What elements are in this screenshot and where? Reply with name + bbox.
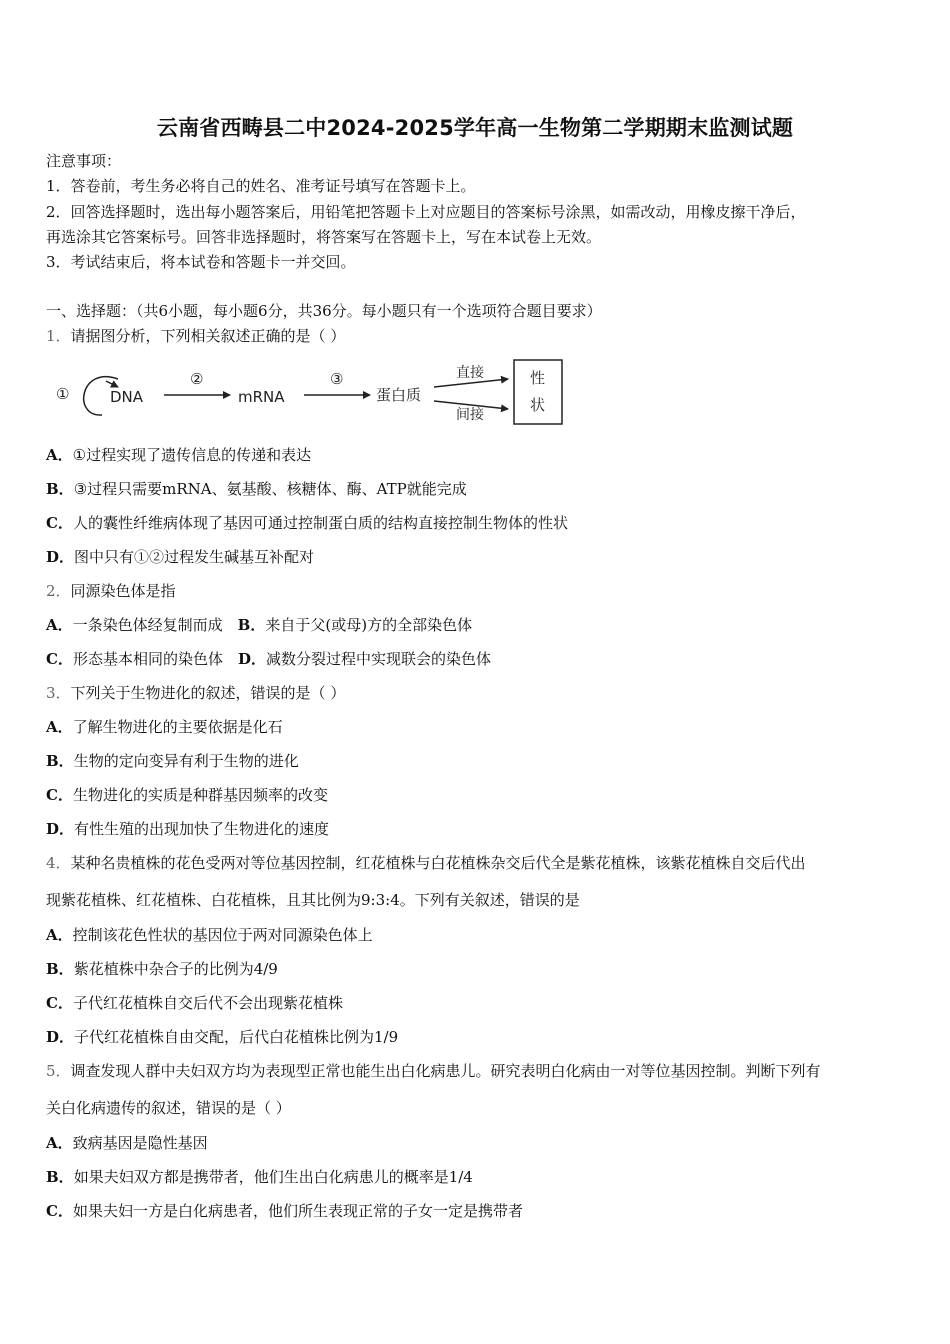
option-row	[46, 649, 491, 669]
option-letter: C．	[46, 514, 73, 532]
option-letter: D．	[46, 820, 75, 838]
option-letter: C．	[46, 786, 73, 804]
option-letter: A．	[46, 1134, 73, 1152]
option	[46, 1027, 398, 1047]
option-letter: B．	[46, 480, 74, 498]
question-number: 2．	[46, 582, 71, 600]
option-letter: A．	[46, 718, 73, 736]
central-dogma-diagram	[52, 357, 582, 429]
option-text: ③过程只需要mRNA、氨基酸、核糖体、酶、ATP就能完成	[73, 480, 467, 498]
question-number: 1．	[46, 327, 71, 345]
option	[46, 717, 283, 737]
option-letter: B．	[46, 960, 74, 978]
option-text: 一条染色体经复制而成	[72, 616, 223, 634]
question-text: 下列关于生物进化的叙述，错误的是（ ）	[70, 684, 346, 702]
direct-label: 直接	[456, 365, 484, 381]
option-letter: C．	[46, 1202, 73, 1220]
question-text: 同源染色体是指	[70, 582, 176, 600]
question-stem	[46, 853, 806, 873]
option-letter: B．	[237, 616, 266, 634]
trait-bottom-label: 状	[530, 396, 546, 414]
option-text: 如果夫妇双方都是携带者，他们生出白化病患儿的概率是1/4	[73, 1168, 473, 1186]
option	[46, 445, 311, 465]
option	[46, 785, 328, 805]
option	[46, 819, 329, 839]
option	[46, 1167, 473, 1187]
option-text: 图中只有①②过程发生碱基互补配对	[74, 548, 315, 566]
option-row	[46, 615, 472, 635]
option-text: 来自于父(或母)方的全部染色体	[265, 616, 473, 634]
page-title: 云南省西畴县二中2024-2025学年高一生物第二学期期末监测试题	[156, 116, 794, 140]
notice-heading: 注意事项：	[46, 152, 122, 170]
question-text: 请据图分析，下列相关叙述正确的是（ ）	[70, 327, 346, 345]
notice-item: 3．考试结束后，将本试卷和答题卡一并交回。	[46, 253, 356, 271]
option-letter: D．	[237, 650, 266, 668]
option-text: 减数分裂过程中实现联会的染色体	[266, 650, 492, 668]
option-text: 有性生殖的出现加快了生物进化的速度	[74, 820, 330, 838]
question-number: 5．	[46, 1062, 71, 1080]
question-stem	[46, 1061, 821, 1081]
question-text: 某种名贵植株的花色受两对等位基因控制，红花植株与白花植株杂交后代全是紫花植株，该紫花植株自交后代出	[70, 854, 806, 872]
option-text: 子代红花植株自由交配，后代白花植株比例为1/9	[74, 1028, 399, 1046]
question-stem-continued: 关白化病遗传的叙述，错误的是（ ）	[46, 1099, 291, 1117]
option	[46, 993, 343, 1013]
question-stem	[46, 683, 345, 703]
option-text: 子代红花植株自交后代不会出现紫花植株	[72, 994, 343, 1012]
option	[46, 925, 373, 945]
trait-top-label: 性	[530, 369, 546, 387]
option-text: 致病基因是隐性基因	[72, 1134, 208, 1152]
notice-item: 再选涂其它答案标号。回答非选择题时，将答案写在答题卡上，写在本试卷上无效。	[46, 228, 602, 246]
replication-arrowhead	[106, 381, 118, 387]
question-number: 3．	[46, 684, 71, 702]
section-heading: 一、选择题：（共6小题，每小题6分，共36分。每小题只有一个选项符合题目要求）	[46, 302, 602, 320]
option-letter: A．	[46, 926, 73, 944]
option-text: 生物的定向变异有利于生物的进化	[73, 752, 299, 770]
option-letter: C．	[46, 994, 73, 1012]
option-letter: D．	[46, 548, 75, 566]
step-1-label: ①	[56, 385, 70, 403]
option	[46, 1133, 208, 1153]
option	[46, 1201, 523, 1221]
option	[46, 513, 568, 533]
indirect-label: 间接	[456, 407, 484, 423]
option-text: 生物进化的实质是种群基因频率的改变	[72, 786, 328, 804]
mrna-label: mRNA	[238, 388, 285, 406]
question-stem	[46, 581, 176, 601]
question-number: 4．	[46, 854, 71, 872]
question-text: 调查发现人群中夫妇双方均为表现型正常也能生出白化病患儿。研究表明白化病由一对等位基因控制。判断下列有	[70, 1062, 821, 1080]
option-text: 紫花植株中杂合子的比例为4/9	[73, 960, 278, 978]
option-text: 了解生物进化的主要依据是化石	[72, 718, 283, 736]
option-letter: C．	[46, 650, 73, 668]
option-text: 如果夫妇一方是白化病患者，他们所生表现正常的子女一定是携带者	[72, 1202, 523, 1220]
notice-item: 2．回答选择题时，选出每小题答案后，用铅笔把答题卡上对应题目的答案标号涂黑，如需改动，用橡皮擦干净后，	[46, 203, 806, 221]
option-letter: B．	[46, 1168, 74, 1186]
option-letter: D．	[46, 1028, 75, 1046]
step-2-label: ②	[190, 370, 204, 388]
option-text: ①过程实现了遗传信息的传递和表达	[72, 446, 312, 464]
option-letter: A．	[46, 446, 73, 464]
notice-item: 1．答卷前，考生务必将自己的姓名、准考证号填写在答题卡上。	[46, 177, 476, 195]
question-stem-continued: 现紫花植株、红花植株、白花植株，且其比例为9:3:4。下列有关叙述，错误的是	[46, 891, 580, 909]
protein-label: 蛋白质	[376, 386, 422, 404]
option	[46, 479, 467, 499]
option-text: 形态基本相同的染色体	[72, 650, 223, 668]
question-stem	[46, 326, 345, 346]
step-3-label: ③	[330, 370, 344, 388]
option-letter: A．	[46, 616, 73, 634]
dna-label: DNA	[110, 388, 144, 406]
option	[46, 547, 314, 567]
option-letter: B．	[46, 752, 74, 770]
option-text: 人的囊性纤维病体现了基因可通过控制蛋白质的结构直接控制生物体的性状	[72, 514, 568, 532]
option-text: 控制该花色性状的基因位于两对同源染色体上	[72, 926, 373, 944]
option	[46, 751, 299, 771]
option	[46, 959, 278, 979]
